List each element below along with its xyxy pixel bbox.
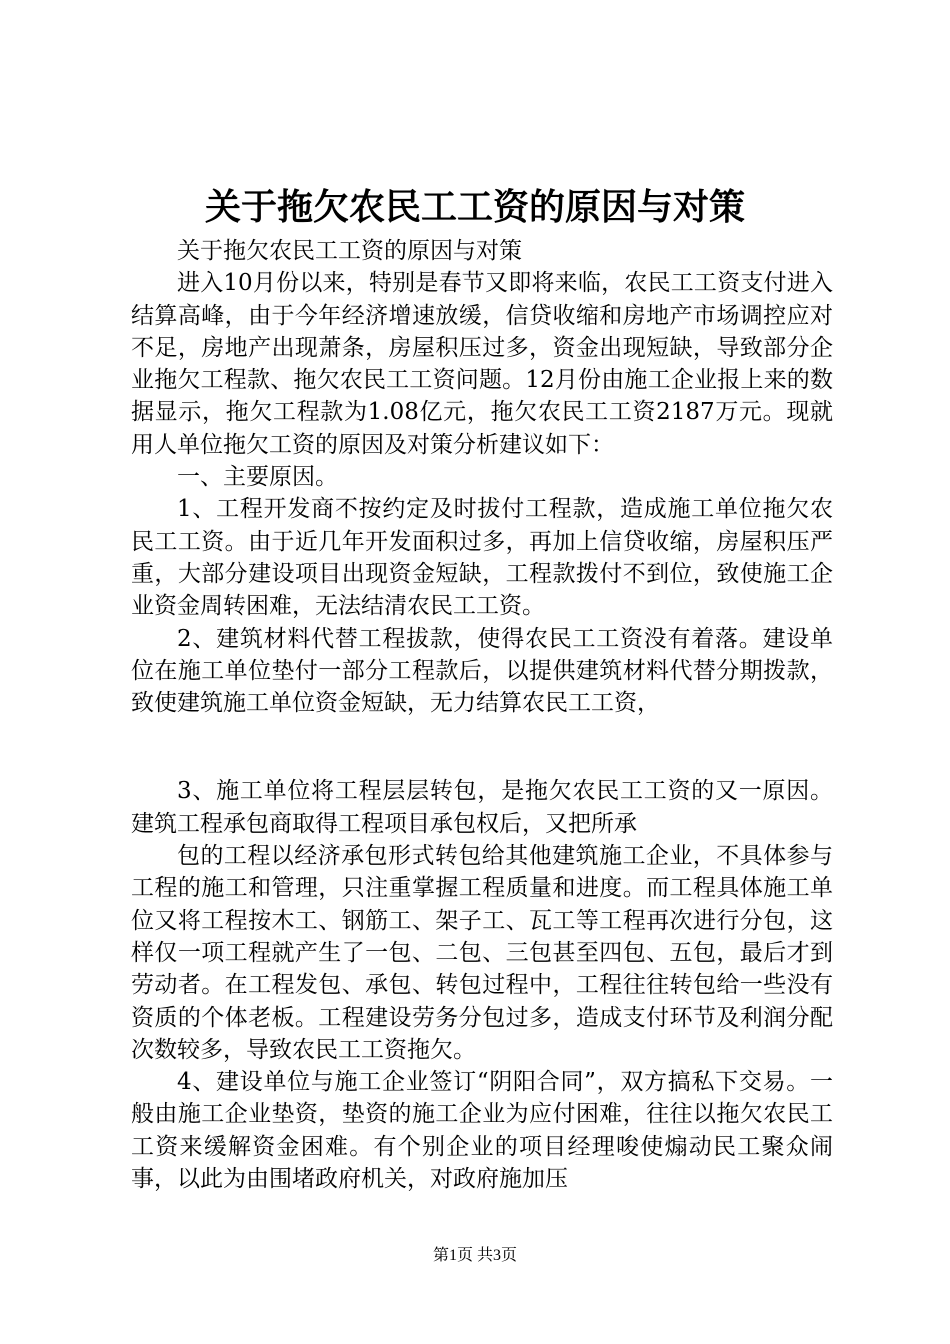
paragraph-reason-3-continued: 包的工程以经济承包形式转包给其他建筑施工企业，不具体参与工程的施工和管理，只注重掌握工程质量和进度。而工程具体施工单位又将工程按木工、钢筋工、架子工、瓦工等工程再次进行分包，这样仅一项工程就产生了一包、二包、三包甚至四包、五包，最后才到劳动者。在工程发包、承包、转包过程中，工程往往转包给一些没有资质的个体老板。工程建设劳务分包过多，造成支付环节及利润分配次数较多，导致农民工工资拖欠。 — [131, 843, 833, 1063]
page-number-footer: 第1页 共3页 — [432, 1247, 517, 1264]
paragraph-reason-3: 3、施工单位将工程层层转包，是拖欠农民工工资的又一原因。建筑工程承包商取得工程项目承包权后，又把所承 — [131, 778, 833, 837]
paragraph-reason-2: 2、建筑材料代替工程拔款，使得农民工工资没有着落。建设单位在施工单位垫付一部分工程款后，以提供建筑材料代替分期拨款，致使建筑施工单位资金短缺，无力结算农民工工资， — [131, 625, 833, 717]
paragraph-gap — [131, 719, 833, 775]
paragraph-subtitle: 关于拖欠农民工工资的原因与对策 — [177, 238, 522, 264]
document-body — [131, 235, 833, 1195]
paragraph-reason-1: 1、工程开发商不按约定及时拔付工程款，造成施工单位拖欠农民工工资。由于近几年开发面积过多，再加上信贷收缩，房屋积压严重，大部分建设项目出现资金短缺，工程款拨付不到位，致使施工企业资金周转困难，无法结清农民工工资。 — [131, 496, 833, 620]
paragraph-reason-4: 4、建设单位与施工企业签订“阴阳合同”，双方搞私下交易。一般由施工企业垫资，垫资的施工企业为应付困难，往往以拖欠农民工工资来缓解资金困难。有个别企业的项目经理唆使煽动民工聚众闹事，以此为由围堵政府机关，对政府施加压 — [131, 1069, 833, 1193]
paragraph-heading-main-reasons: 一、主要原因。 — [177, 464, 338, 491]
paragraph-intro: 进入10月份以来，特别是春节又即将来临，农民工工资支付进入结算高峰，由于今年经济增速放缓，信贷收缩和房地产市场调控应对不足，房地产出现萧条，房屋积压过多，资金出现短缺，导致部分企业拖欠工程款、拖欠农民工工资问题。12月份由施工企业报上来的数据显示，拖欠工程款为1.08亿元，拖欠农民工工资2187万元。现就用人单位拖欠工资的原因及对策分析建议如下： — [131, 270, 833, 458]
document-title: 关于拖欠农民工工资的原因与对策 — [204, 186, 745, 228]
